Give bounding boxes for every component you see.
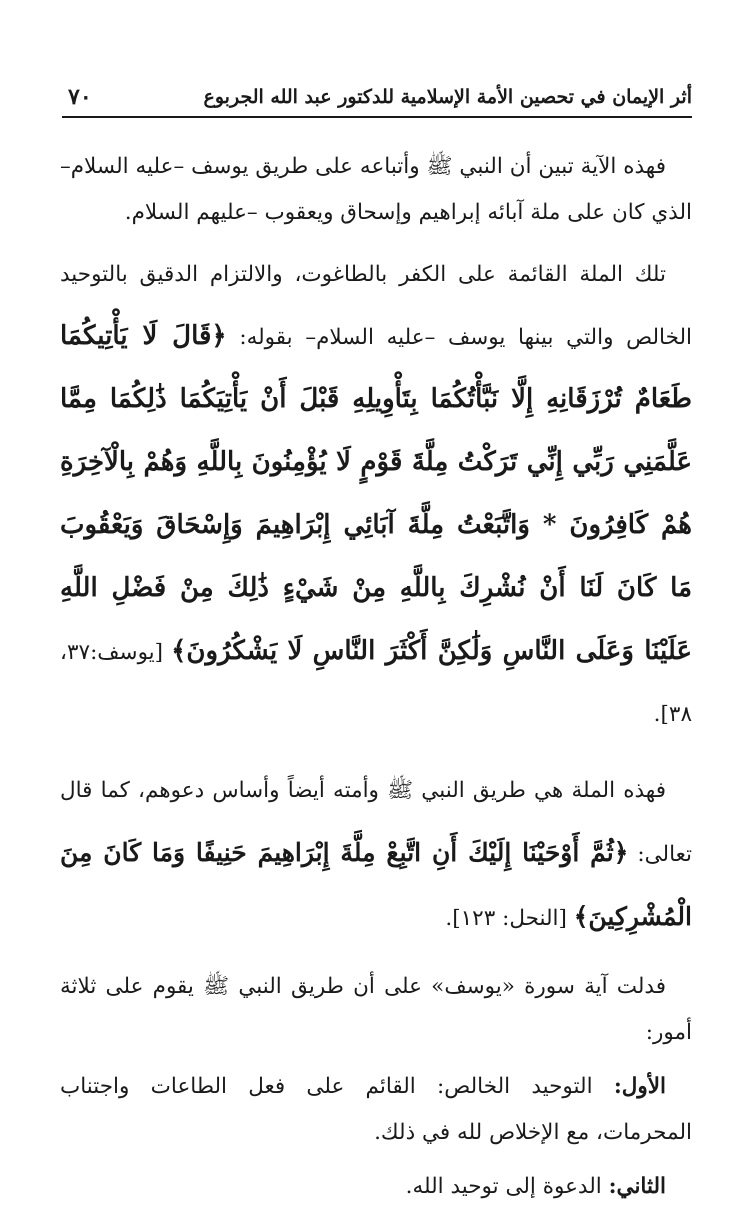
quran-verse-nahl: ﴿ثُمَّ أَوْحَيْنَا إِلَيْكَ أَنِ اتَّبِعْ مِلَّةَ إِبْرَاهِيمَ حَنِيفًا وَمَا كَانَ مِنَ الْمُشْرِكِينَ﴾ [60, 838, 692, 931]
running-title: أثر الإيمان في تحصين الأمة الإسلامية للدكتور عبد الله الجربوع [203, 86, 692, 108]
paragraph-4-text: فدلت آية سورة «يوسف» على أن طريق النبي ﷺ يقوم على ثلاثة أمور: [60, 974, 692, 1045]
page-header [62, 78, 692, 118]
quran-verse-yusuf: ﴿قَالَ لَا يَأْتِيكُمَا طَعَامٌ تُرْزَقَانِهِ إِلَّا نَبَّأْتُكُمَا بِتَأْوِيلِهِ قَبْلَ أَنْ يَأْتِيَكُمَا ذَٰلِكُمَا مِمَّا عَلَّمَنِي رَبِّي إِنِّي تَرَكْتُ مِلَّةَ قَوْمٍ لَا يُؤْمِنُونَ بِاللَّهِ وَهُمْ بِالْآخِرَةِ هُمْ كَافِرُونَ * وَاتَّبَعْتُ مِلَّةَ آبَائِي إِبْرَاهِيمَ وَإِسْحَاقَ وَيَعْقُوبَ مَا كَانَ لَنَا أَنْ نُشْرِكَ بِاللَّهِ مِنْ شَيْءٍ ذَٰلِكَ مِنْ فَضْلِ اللَّهِ عَلَيْنَا وَعَلَى النَّاسِ وَلَٰكِنَّ أَكْثَرَ النَّاسِ لَا يَشْكُرُونَ﴾ [60, 321, 693, 666]
paragraph-3-intro: فهذه الملة هي طريق النبي ﷺ وأمته أيضاً وأساس دعوهم، كما قال تعالى: [60, 778, 692, 867]
second-point-text: الدعوة إلى توحيد الله. [405, 1174, 602, 1199]
paragraph-3 [60, 760, 692, 950]
first-point-text: التوحيد الخالص: القائم على فعل الطاعات واجتناب المحرمات، مع الإخلاص لله في ذلك. [60, 1074, 692, 1145]
second-point-label: الثاني: [608, 1174, 666, 1199]
paragraph-4 [60, 964, 692, 1056]
paragraph-1-text: فهذه الآية تبين أن النبي ﷺ وأتباعه على طريق يوسف –عليه السلام– الذي كان على ملة آبائه إبراهيم وإسحاق ويعقوب –عليهم السلام. [60, 154, 692, 225]
first-point-label: الأول: [613, 1074, 666, 1099]
paragraph-2 [60, 244, 692, 746]
verse-reference-yusuf: [يوسف:٣٧، ٣٨]. [60, 640, 692, 727]
paragraph-2-intro: تلك الملة القائمة على الكفر بالطاغوت، والالتزام الدقيق بالتوحيد الخالص والتي بينها يوسف –عليه السلام– بقوله: [60, 262, 692, 350]
paragraph-1 [60, 144, 692, 236]
page-body [60, 144, 692, 1218]
paragraph-5 [60, 1064, 692, 1156]
page-number: ٧٠ [68, 84, 92, 110]
paragraph-6 [60, 1164, 692, 1210]
verse-reference-nahl: [النحل: ١٢٣]. [445, 906, 567, 931]
